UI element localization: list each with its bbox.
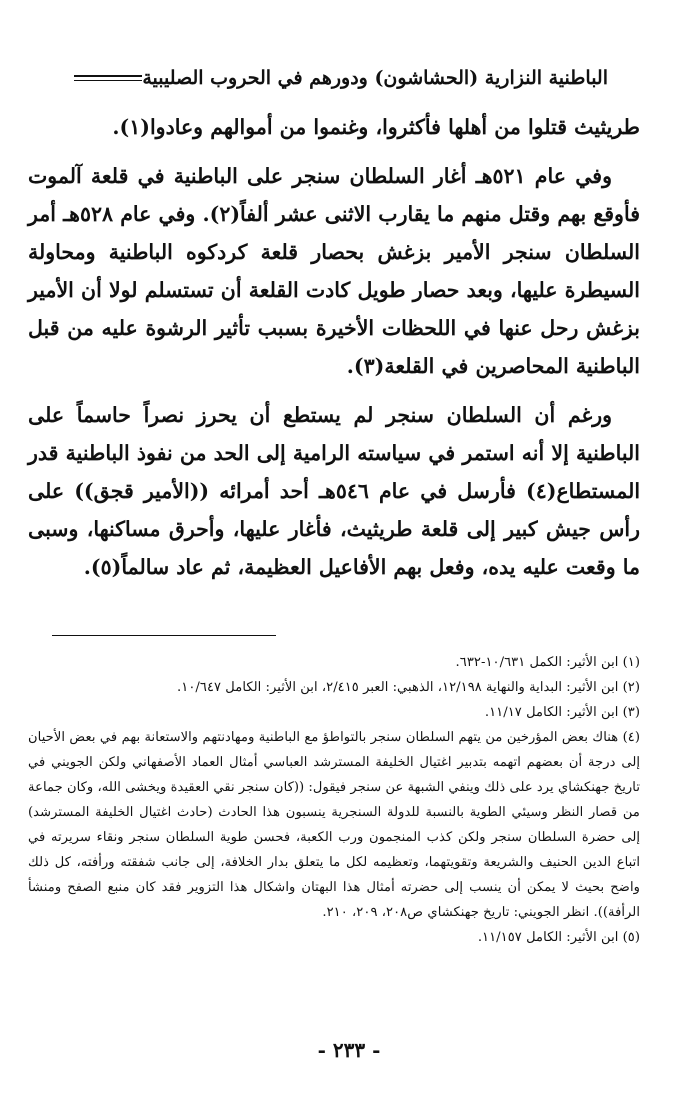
page-number: - ٢٣٣ - [317, 1038, 381, 1062]
footnote: (١) ابن الأثير: الكمل ١٠/٦٣١-٦٣٢. [455, 655, 640, 670]
footnote-divider [52, 635, 276, 636]
paragraph: طريثيث قتلوا من أهلها فأكثروا، وغنموا من أموالهم وعادوا(١). [112, 115, 640, 139]
footnotes [28, 650, 640, 950]
main-text [28, 108, 640, 597]
header-rule [74, 75, 142, 81]
footnote: (٣) ابن الأثير: الكامل ١١/١٧. [484, 705, 640, 720]
footnote: (٢) ابن الأثير: البداية والنهاية ١٢/١٩٨، الذهبي: العبر ٢/٤١٥، ابن الأثير: الكامل ١٠/٦٤٧. [177, 680, 640, 695]
header-title: الباطنية النزارية (الحشاشون) ودورهم في الحروب الصليبية [142, 67, 608, 89]
paragraph: ورغم أن السلطان سنجر لم يستطع أن يحرز نصراً حاسماً على الباطنية إلا أنه استمر في سياسته الرامية إلى الحد من نفوذ الباطنية قدر المستطاع(٤) فأرسل في عام ٥٤٦هـ أحد أمرائه ((الأمير قجق)) على رأس جيش كبير إلى قلعة طريثيث، فأغار عليها، وأحرق مساكنها، وسبى ما وقعت عليه يده، وفعل بهم الأفاعيل العظيمة، ثم عاد سالماً(٥). [28, 403, 641, 579]
running-header [60, 58, 608, 98]
paragraph: وفي عام ٥٢١هـ أغار السلطان سنجر على الباطنية في قلعة آلموت فأوقع بهم وقتل منهم ما يقارب الاثنى عشر ألفاً(٢). وفي عام ٥٢٨هـ أمر السلطان سنجر الأمير بزغش بحصار قلعة كردكوه الباطنية ومحاولة السيطرة عليها، وبعد حصار طويل كادت القلعة أن تستسلم لولا أن الأمير بزغش رحل عنها في اللحظات الأخيرة بسبب تأثير الرشوة عليه من قبل الباطنية المحاصرين في القلعة(٣). [28, 164, 640, 378]
footnote: (٥) ابن الأثير: الكامل ١١/١٥٧. [477, 930, 640, 945]
footnote: (٤) هناك بعض المؤرخين من يتهم السلطان سنجر بالتواطؤ مع الباطنية ومهادنتهم والاستعانة بهم في بعض الأحيان إلى درجة أن بعضهم اتهمه بتدبير اغتيال الخليفة المسترشد العباسي أمثال العماد الأصفهاني ولكن الجويني في تاريخ جهنكشاي يرد على ذلك وينفي الشبهة عن سنجر فيقول: ((كان سنجر نقي العقيدة ويخشى الله، وكان جماعة من قصار النظر وسيئي الطوية بالنسبة للدولة السنجرية ينسبون هذا الحادث (حادث اغتيال الخليفة المسترشد) إلى حضرة السلطان سنجر ولكن كذب المنجمون ورب الكعبة، فحسن طوية السلطان سنجر ونقاء سريرته في اتباع الدين الحنيف والشريعة وتقويتهما، وتعظيمه لكل ما يتعلق بدار الخلافة، إلى جانب شفقته ورأفته، كل ذلك واضح بحيث لا يمكن أن ينسب إلى حضرته أمثال هذا البهتان واشكال هذا التزوير فقد كان منبع الصفح ومنشأ الرأفة)). انظر الجويني: تاريخ جهنكشاي ص٢٠٨، ٢٠٩، ٢١٠. [28, 730, 640, 920]
